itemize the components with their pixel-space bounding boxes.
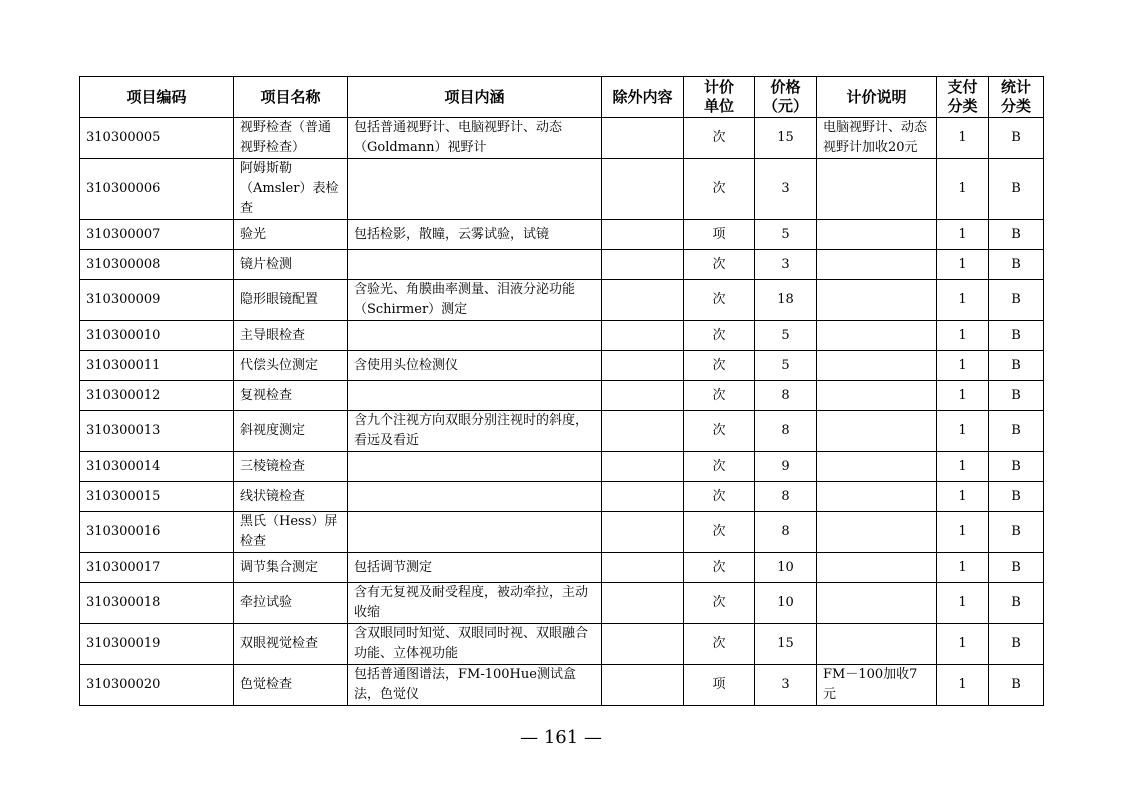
header-note: 计价说明 <box>817 77 937 118</box>
cell-price: 5 <box>755 351 817 381</box>
cell-name: 牵拉试验 <box>234 583 348 624</box>
cell-code: 310300012 <box>80 381 234 411</box>
cell-payment: 1 <box>937 624 989 665</box>
table-row <box>80 321 1044 351</box>
cell-price: 18 <box>755 280 817 321</box>
table-row <box>80 220 1044 250</box>
cell-name: 色觉检查 <box>234 665 348 706</box>
cell-unit: 次 <box>684 381 755 411</box>
table-row <box>80 118 1044 159</box>
header-content: 项目内涵 <box>348 77 602 118</box>
cell-stat: B <box>989 321 1044 351</box>
cell-price: 5 <box>755 220 817 250</box>
cell-content: 含双眼同时知觉、双眼同时视、双眼融合功能、立体视功能 <box>348 624 602 665</box>
cell-stat: B <box>989 351 1044 381</box>
cell-excluded <box>602 583 684 624</box>
cell-stat: B <box>989 583 1044 624</box>
cell-stat: B <box>989 381 1044 411</box>
cell-payment: 1 <box>937 381 989 411</box>
cell-price: 9 <box>755 452 817 482</box>
cell-price: 3 <box>755 250 817 280</box>
header-stat: 统计 分类 <box>989 77 1044 118</box>
cell-unit: 项 <box>684 665 755 706</box>
cell-payment: 1 <box>937 583 989 624</box>
cell-stat: B <box>989 624 1044 665</box>
cell-code: 310300008 <box>80 250 234 280</box>
cell-name: 视野检查（普通视野检查） <box>234 118 348 159</box>
cell-note: FM－100加收7元 <box>817 665 937 706</box>
cell-note <box>817 482 937 512</box>
cell-stat: B <box>989 118 1044 159</box>
cell-note <box>817 553 937 583</box>
cell-unit: 次 <box>684 159 755 220</box>
cell-note <box>817 381 937 411</box>
cell-unit: 次 <box>684 118 755 159</box>
cell-name: 镜片检测 <box>234 250 348 280</box>
cell-note <box>817 220 937 250</box>
cell-code: 310300010 <box>80 321 234 351</box>
cell-name: 三棱镜检查 <box>234 452 348 482</box>
cell-code: 310300017 <box>80 553 234 583</box>
cell-content: 含使用头位检测仪 <box>348 351 602 381</box>
table-row <box>80 452 1044 482</box>
cell-excluded <box>602 280 684 321</box>
cell-stat: B <box>989 159 1044 220</box>
cell-content <box>348 159 602 220</box>
cell-code: 310300009 <box>80 280 234 321</box>
cell-content: 包括普通图谱法，FM-100Hue测试盒法，色觉仪 <box>348 665 602 706</box>
cell-name: 复视检查 <box>234 381 348 411</box>
cell-note <box>817 512 937 553</box>
cell-payment: 1 <box>937 351 989 381</box>
cell-note <box>817 624 937 665</box>
table-row <box>80 553 1044 583</box>
table-row <box>80 381 1044 411</box>
cell-payment: 1 <box>937 118 989 159</box>
table-row <box>80 482 1044 512</box>
cell-excluded <box>602 553 684 583</box>
cell-excluded <box>602 665 684 706</box>
header-unit: 计价 单位 <box>684 77 755 118</box>
fee-table <box>79 76 1044 706</box>
cell-price: 8 <box>755 411 817 452</box>
cell-note <box>817 321 937 351</box>
cell-price: 10 <box>755 553 817 583</box>
cell-payment: 1 <box>937 665 989 706</box>
cell-name: 线状镜检查 <box>234 482 348 512</box>
cell-content <box>348 250 602 280</box>
cell-name: 斜视度测定 <box>234 411 348 452</box>
cell-price: 15 <box>755 624 817 665</box>
cell-unit: 次 <box>684 452 755 482</box>
cell-note <box>817 280 937 321</box>
cell-name: 代偿头位测定 <box>234 351 348 381</box>
cell-price: 3 <box>755 159 817 220</box>
cell-content <box>348 321 602 351</box>
cell-unit: 次 <box>684 280 755 321</box>
cell-note <box>817 250 937 280</box>
page-number: — 161 — <box>520 727 602 748</box>
cell-excluded <box>602 159 684 220</box>
cell-payment: 1 <box>937 159 989 220</box>
cell-payment: 1 <box>937 250 989 280</box>
cell-stat: B <box>989 411 1044 452</box>
cell-payment: 1 <box>937 280 989 321</box>
cell-name: 调节集合测定 <box>234 553 348 583</box>
cell-stat: B <box>989 280 1044 321</box>
cell-excluded <box>602 512 684 553</box>
cell-unit: 次 <box>684 321 755 351</box>
cell-code: 310300005 <box>80 118 234 159</box>
cell-content: 包括检影，散瞳，云雾试验，试镜 <box>348 220 602 250</box>
table-row <box>80 512 1044 553</box>
cell-price: 5 <box>755 321 817 351</box>
cell-note <box>817 452 937 482</box>
cell-content <box>348 512 602 553</box>
cell-unit: 次 <box>684 351 755 381</box>
table-row <box>80 280 1044 321</box>
table-header-row <box>80 77 1044 118</box>
cell-price: 10 <box>755 583 817 624</box>
cell-content: 包括调节测定 <box>348 553 602 583</box>
header-price: 价格 （元） <box>755 77 817 118</box>
cell-excluded <box>602 482 684 512</box>
header-name: 项目名称 <box>234 77 348 118</box>
cell-excluded <box>602 411 684 452</box>
cell-code: 310300015 <box>80 482 234 512</box>
cell-note: 电脑视野计、动态视野计加收20元 <box>817 118 937 159</box>
cell-content: 含有无复视及耐受程度，被动牵拉，主动收缩 <box>348 583 602 624</box>
cell-excluded <box>602 118 684 159</box>
cell-unit: 次 <box>684 411 755 452</box>
cell-name: 黑氏（Hess）屏检查 <box>234 512 348 553</box>
cell-stat: B <box>989 553 1044 583</box>
cell-name: 隐形眼镜配置 <box>234 280 348 321</box>
table-row <box>80 351 1044 381</box>
cell-name: 验光 <box>234 220 348 250</box>
cell-excluded <box>602 381 684 411</box>
cell-code: 310300018 <box>80 583 234 624</box>
cell-content: 包括普通视野计、电脑视野计、动态（Goldmann）视野计 <box>348 118 602 159</box>
table-row <box>80 159 1044 220</box>
cell-content <box>348 381 602 411</box>
cell-code: 310300019 <box>80 624 234 665</box>
table-row <box>80 624 1044 665</box>
table-body <box>80 118 1044 706</box>
cell-stat: B <box>989 482 1044 512</box>
cell-stat: B <box>989 250 1044 280</box>
table-row <box>80 583 1044 624</box>
cell-content: 含九个注视方向双眼分别注视时的斜度，看远及看近 <box>348 411 602 452</box>
cell-price: 8 <box>755 482 817 512</box>
cell-code: 310300011 <box>80 351 234 381</box>
cell-excluded <box>602 220 684 250</box>
cell-payment: 1 <box>937 512 989 553</box>
cell-stat: B <box>989 452 1044 482</box>
cell-excluded <box>602 452 684 482</box>
cell-name: 阿姆斯勒（Amsler）表检查 <box>234 159 348 220</box>
cell-code: 310300016 <box>80 512 234 553</box>
cell-payment: 1 <box>937 321 989 351</box>
header-excluded: 除外内容 <box>602 77 684 118</box>
table-row <box>80 250 1044 280</box>
cell-price: 15 <box>755 118 817 159</box>
cell-excluded <box>602 351 684 381</box>
cell-unit: 项 <box>684 220 755 250</box>
cell-excluded <box>602 250 684 280</box>
cell-note <box>817 411 937 452</box>
cell-price: 8 <box>755 512 817 553</box>
cell-content <box>348 452 602 482</box>
cell-stat: B <box>989 512 1044 553</box>
header-code: 项目编码 <box>80 77 234 118</box>
cell-payment: 1 <box>937 482 989 512</box>
cell-note <box>817 583 937 624</box>
cell-unit: 次 <box>684 583 755 624</box>
cell-code: 310300006 <box>80 159 234 220</box>
cell-code: 310300007 <box>80 220 234 250</box>
cell-name: 主导眼检查 <box>234 321 348 351</box>
cell-payment: 1 <box>937 411 989 452</box>
cell-excluded <box>602 321 684 351</box>
cell-code: 310300013 <box>80 411 234 452</box>
cell-unit: 次 <box>684 553 755 583</box>
cell-price: 8 <box>755 381 817 411</box>
cell-stat: B <box>989 665 1044 706</box>
cell-content: 含验光、角膜曲率测量、泪液分泌功能（Schirmer）测定 <box>348 280 602 321</box>
cell-unit: 次 <box>684 482 755 512</box>
cell-excluded <box>602 624 684 665</box>
cell-payment: 1 <box>937 553 989 583</box>
cell-code: 310300020 <box>80 665 234 706</box>
cell-payment: 1 <box>937 220 989 250</box>
cell-unit: 次 <box>684 512 755 553</box>
cell-content <box>348 482 602 512</box>
cell-payment: 1 <box>937 452 989 482</box>
header-payment: 支付 分类 <box>937 77 989 118</box>
cell-unit: 次 <box>684 250 755 280</box>
cell-note <box>817 159 937 220</box>
cell-name: 双眼视觉检查 <box>234 624 348 665</box>
cell-stat: B <box>989 220 1044 250</box>
cell-code: 310300014 <box>80 452 234 482</box>
table-row <box>80 665 1044 706</box>
cell-price: 3 <box>755 665 817 706</box>
cell-unit: 次 <box>684 624 755 665</box>
table-row <box>80 411 1044 452</box>
cell-note <box>817 351 937 381</box>
